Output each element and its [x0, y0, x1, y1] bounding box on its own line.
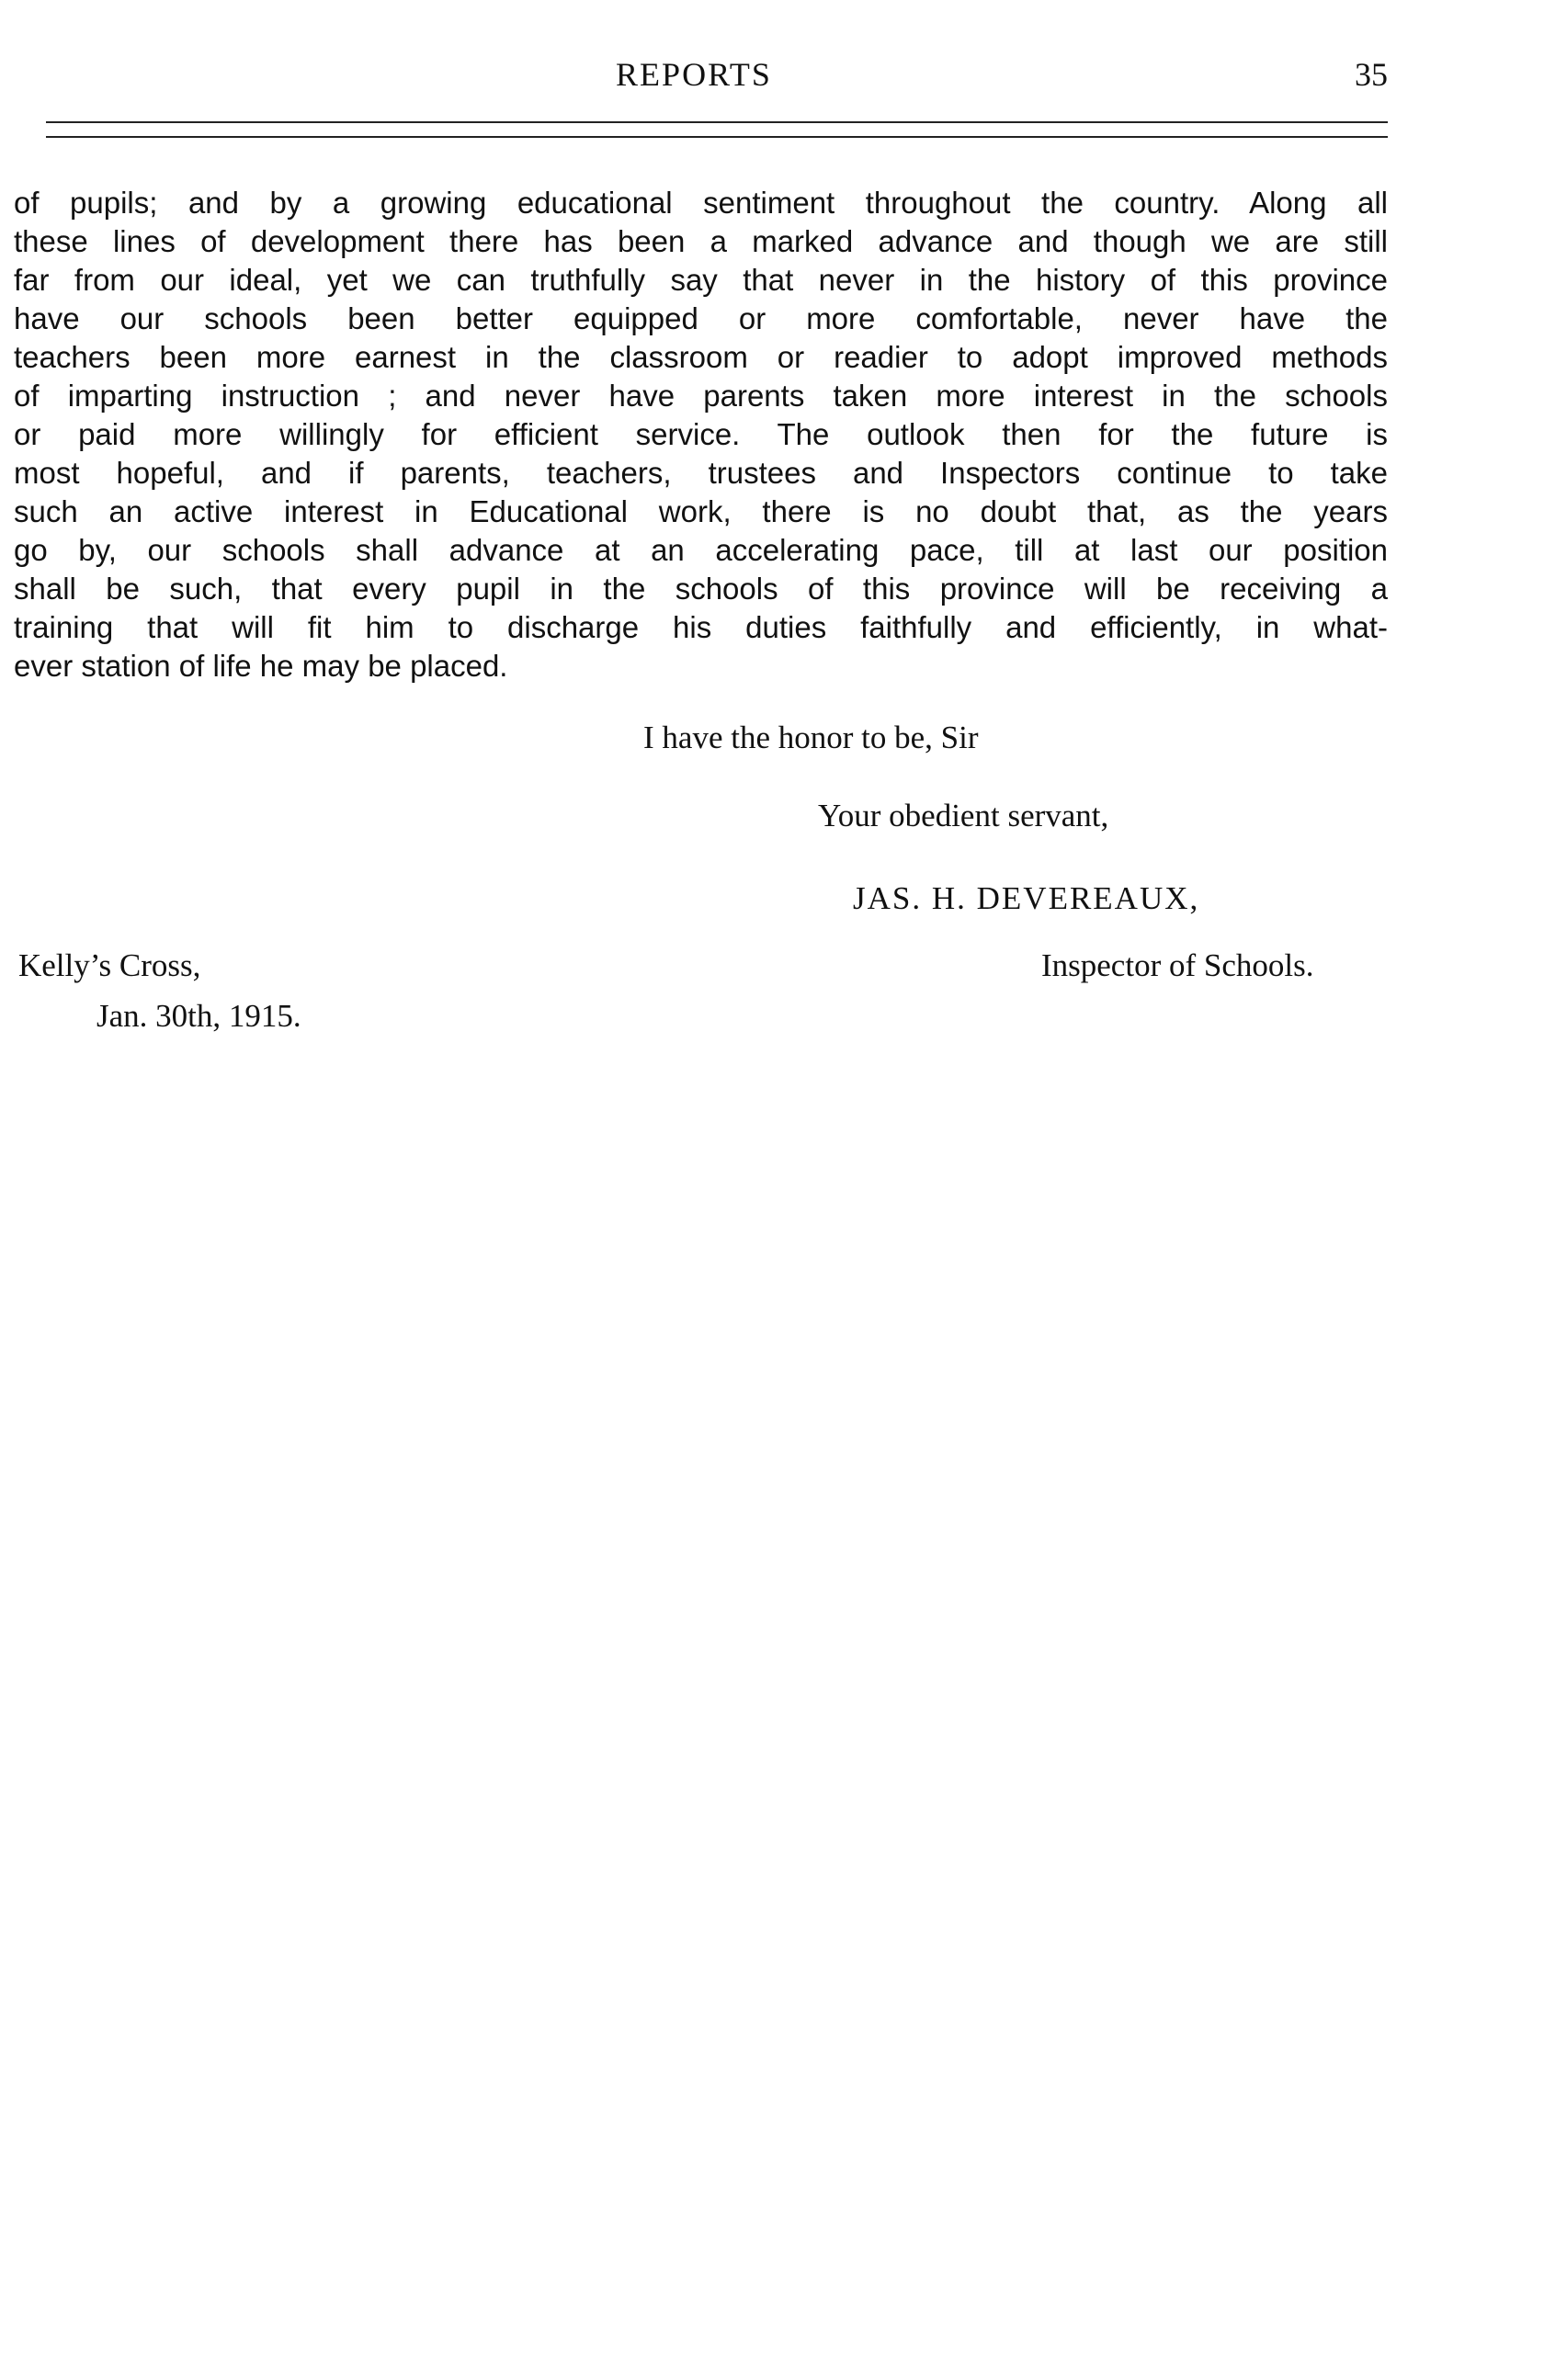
page-header — [0, 55, 1544, 110]
paragraph-line: these lines of development there has been a marked advance and though we are still — [14, 224, 1388, 258]
paragraph-line: ever station of life he may be placed. — [14, 649, 508, 683]
header-rule-bottom — [46, 136, 1388, 138]
letter-date: Jan. 30th, 1915. — [96, 998, 301, 1034]
paragraph-line: go by, our schools shall advance at an accelerating pace, till at last our position — [14, 533, 1388, 567]
signature-name: JAS. H. DEVEREAUX, — [853, 880, 1200, 916]
paragraph-line: or paid more willingly for efficient service. The outlook then for the future is — [14, 417, 1388, 451]
paragraph-line: training that will fit him to discharge his duties faithfully and efficiently, in what- — [14, 610, 1388, 644]
paragraph-line: most hopeful, and if parents, teachers, trustees and Inspectors continue to take — [14, 456, 1388, 490]
paragraph-line: far from our ideal, yet we can truthfully say that never in the history of this province — [14, 263, 1388, 297]
header-rule-top — [46, 121, 1388, 123]
closing-valediction: Your obedient servant, — [818, 798, 1109, 833]
signer-title: Inspector of Schools. — [1041, 947, 1314, 983]
running-title: REPORTS — [616, 56, 772, 93]
page-number: 35 — [1355, 56, 1388, 93]
paragraph-line: shall be such, that every pupil in the schools of this province will be receiving a — [14, 572, 1388, 606]
paragraph-line: teachers been more earnest in the classroom or readier to adopt improved methods — [14, 340, 1388, 374]
letter-place: Kelly’s Cross, — [18, 947, 201, 983]
closing-greeting: I have the honor to be, Sir — [643, 720, 979, 755]
paragraph-line: of imparting instruction ; and never have parents taken more interest in the schools — [14, 379, 1388, 413]
paragraph-line: have our schools been better equipped or more comfortable, never have the — [14, 301, 1388, 335]
paragraph-line: such an active interest in Educational work, there is no doubt that, as the years — [14, 494, 1388, 528]
body-paragraph — [14, 184, 1388, 686]
paragraph-line: of pupils; and by a growing educational sentiment throughout the country. Along all — [14, 186, 1388, 220]
